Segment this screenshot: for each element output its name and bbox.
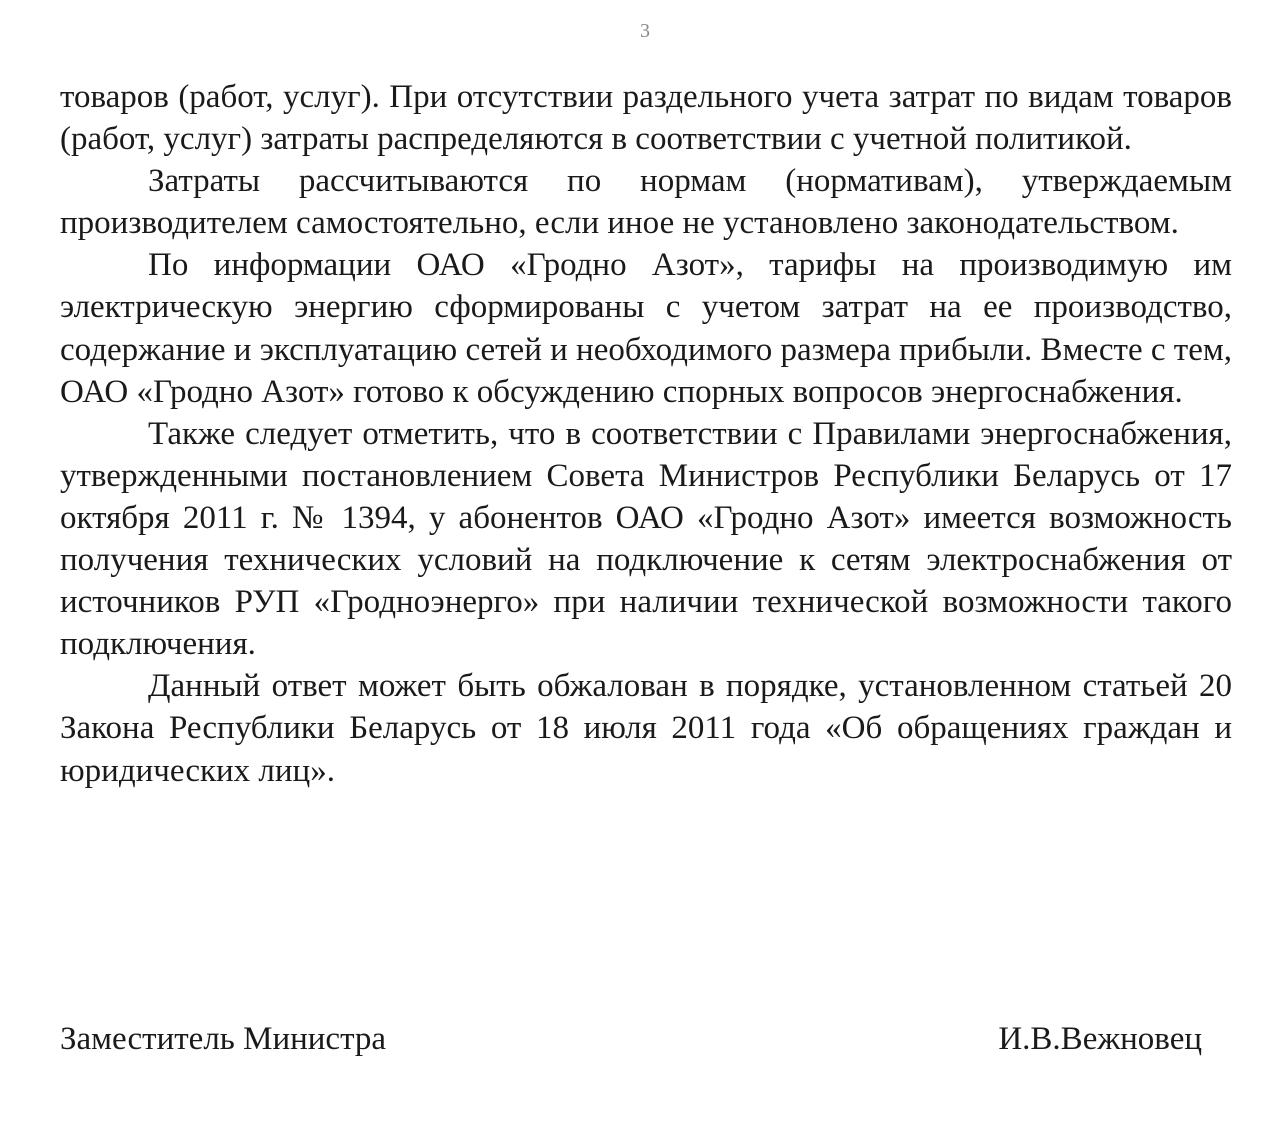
paragraph-grodno-azot-tariffs: По информации ОАО «Гродно Азот», тарифы на производимую им электрическую энергию сформированы с учетом затрат на ее производство, содержание и эксплуатацию сетей и необходимого размера прибыли. Вместе с тем, ОАО «Гродно Азот» готово к обсуждению спорных вопросов энергоснабжения. xyxy=(60,247,1232,410)
paragraph-costs-norms: Затраты рассчитываются по нормам (нормативам), утверждаемым производителем самостоятельно, если иное не установлено законодательством. xyxy=(60,163,1232,242)
letter-body xyxy=(60,76,1232,792)
signature-block xyxy=(60,1018,1202,1060)
paragraph-appeal-notice: Данный ответ может быть обжалован в порядке, установленном статьей 20 Закона Республики Беларусь от 18 июля 2011 года «Об обращениях граждан и юридических лиц». xyxy=(60,668,1232,789)
signatory-position: Заместитель Министра xyxy=(60,1021,387,1057)
paragraph-continuation: товаров (работ, услуг). При отсутствии раздельного учета затрат по видам товаров (работ, услуг) затраты распределяются в соответствии с учетной политикой. xyxy=(60,79,1232,158)
page-number: 3 xyxy=(640,20,650,42)
signatory-name: И.В.Вежновец xyxy=(998,1021,1202,1057)
paragraph-energy-rules: Также следует отметить, что в соответствии с Правилами энергоснабжения, утвержденными постановлением Совета Министров Республики Беларусь от 17 октября 2011 г. № 1394, у абонентов ОАО «Гродно Азот» имеется возможность получения технических условий на подключение к сетям электроснабжения от источников РУП «Гродноэнерго» при наличии технической возможности такого подключения. xyxy=(60,415,1232,663)
